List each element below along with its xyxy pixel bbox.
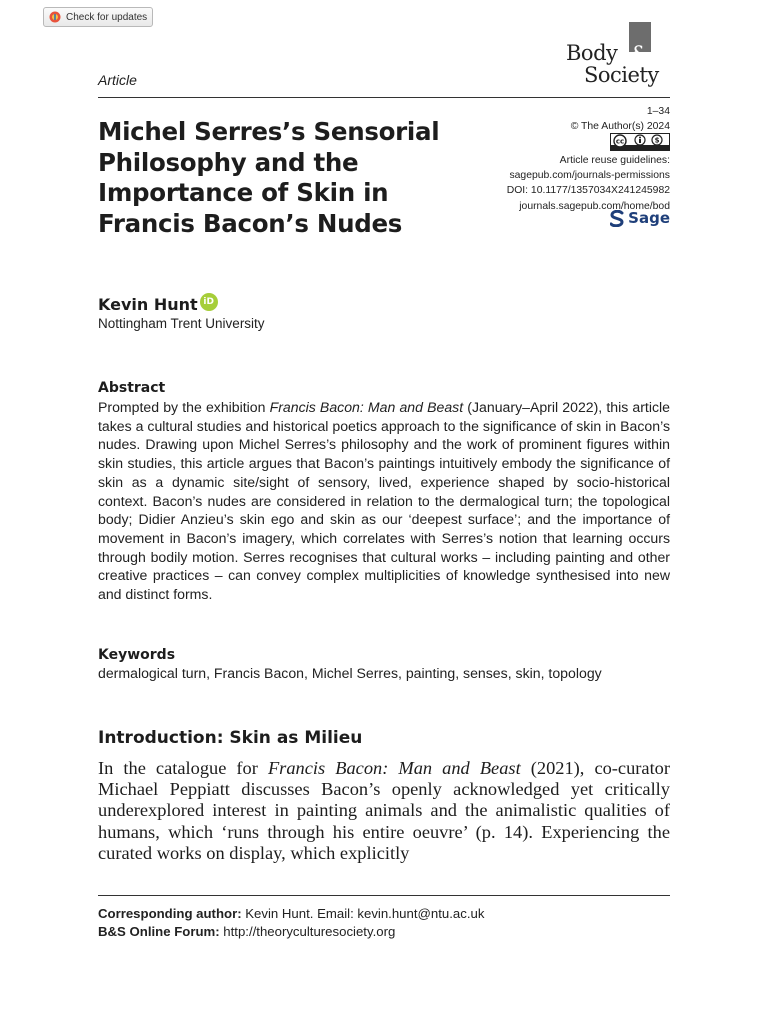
- online-forum-label: B&S Online Forum:: [98, 923, 220, 939]
- doi[interactable]: DOI: 10.1177/1357034X241245982: [506, 185, 670, 197]
- footnote-divider: [98, 895, 670, 896]
- abstract-exhibition-title: Francis Bacon: Man and Beast: [269, 399, 464, 415]
- check-for-updates-button[interactable]: [43, 7, 153, 27]
- intro-text-rest: (2021), co-curator Michael Peppiatt discusses Bacon’s openly acknowledged yet critically underexplored interest in painting animals and the animalistic qualities of humans, which ‘runs through his entire oeuvre’ (p. 14). Experiencing the curated works on display, which explicitly: [98, 758, 670, 863]
- author: [98, 295, 218, 314]
- journal-logo-society: Society: [584, 63, 659, 87]
- corresponding-author: [98, 905, 484, 923]
- check-for-updates-label: Check for updates: [66, 11, 148, 23]
- cc-by-nc-icon[interactable]: [610, 133, 670, 151]
- crossmark-icon: [49, 11, 61, 23]
- intro-text-start: In the catalogue for: [98, 758, 268, 778]
- journal-homepage-link[interactable]: journals.sagepub.com/home/bod: [519, 200, 670, 212]
- online-forum-link[interactable]: http://theoryculturesociety.org: [219, 923, 396, 939]
- keywords-heading: Keywords: [98, 647, 176, 663]
- author-name: Kevin Hunt: [98, 295, 198, 314]
- journal-logo-body: Body: [566, 41, 618, 65]
- sage-s-icon: [610, 210, 624, 227]
- orcid-icon[interactable]: iD: [200, 293, 218, 311]
- abstract-body: [98, 398, 670, 604]
- abstract-text-rest: (January–April 2022), this article takes a cultural studies and historical poetics approach to the significance of skin in Bacon’s nudes. Drawing upon Michel Serres’s philosophy and the work of prominent figures within skin studies, this article argues that Bacon’s paintings intuitively embody the significance of skin as a dynamic site/sight of sensory, lived, experience shaped by socio-historical context. Bacon’s nudes are considered in relation to the dermalogical turn; the topological body; Didier Anzieu’s skin ego and skin as our ‘deepest surface’; and the importance of movement in Bacon’s imagery, which correlates with Serres’s notion that learning occurs through bodily motion. Serres recognises that cultural works – including painting and other creative practices – can convey complex multiplicities of knowledge synthesised into new and distinct forms.: [98, 399, 670, 603]
- abstract-heading: Abstract: [98, 380, 166, 396]
- journal-logo-ampersand: &: [631, 41, 649, 65]
- abstract-text-start: Prompted by the exhibition: [98, 399, 270, 415]
- intro-catalogue-title: Francis Bacon: Man and Beast: [267, 758, 521, 778]
- publisher-name: Sage: [628, 209, 670, 227]
- reuse-guidelines-link[interactable]: sagepub.com/journals-permissions: [509, 170, 670, 182]
- keywords-list: dermalogical turn, Francis Bacon, Michel Serres, painting, senses, skin, topology: [98, 665, 602, 681]
- article-links: [440, 153, 670, 214]
- introduction-heading: Introduction: Skin as Milieu: [98, 728, 363, 748]
- introduction-body: [98, 758, 670, 864]
- svg-text:cc: cc: [615, 137, 625, 146]
- footnote: [98, 905, 484, 940]
- copyright: © The Author(s) 2024: [570, 121, 670, 133]
- publisher-logo: [610, 209, 670, 227]
- header-divider: [98, 97, 670, 98]
- corresponding-author-text: Kevin Hunt. Email: kevin.hunt@ntu.ac.uk: [241, 906, 485, 921]
- article-type-label: Article: [98, 72, 137, 88]
- svg-text:$: $: [654, 136, 660, 145]
- reuse-guidelines-label: Article reuse guidelines:: [559, 155, 670, 166]
- author-affiliation: Nottingham Trent University: [98, 316, 265, 331]
- page-range: 1–34: [646, 106, 670, 117]
- corresponding-author-label: Corresponding author:: [98, 906, 242, 921]
- article-meta: [460, 104, 670, 134]
- article-title: Michel Serres’s Sensorial Philosophy and the Importance of Skin in Francis Bacon’s Nudes: [98, 117, 440, 238]
- online-forum: [98, 923, 484, 941]
